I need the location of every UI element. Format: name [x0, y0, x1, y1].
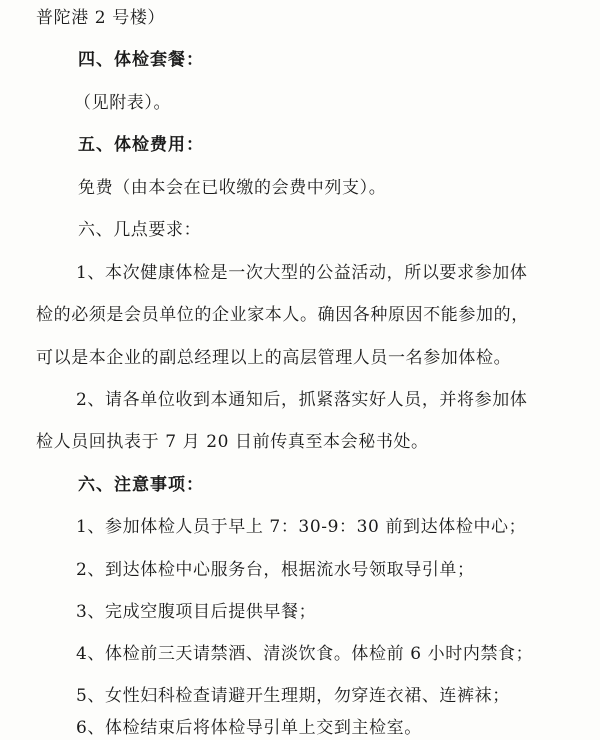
package-note: （见附表）。: [74, 93, 172, 113]
section-heading-package: 四、体检套餐：: [78, 50, 204, 70]
note-item-4: 4、体检前三天请禁酒、清淡饮食。体检前 6 小时内禁食；: [76, 644, 534, 664]
note-item-2: 2、到达体检中心服务台，根据流水号领取导引单；: [76, 560, 475, 580]
address-continuation: 普陀港 2 号楼）: [36, 8, 166, 28]
requirement-1-line-1: 1、本次健康体检是一次大型的公益活动，所以要求参加体: [76, 263, 528, 283]
note-item-3: 3、完成空腹项目后提供早餐；: [76, 602, 317, 622]
note-item-5: 5、女性妇科检查请避开生理期，勿穿连衣裙、连裤袜；: [76, 686, 510, 706]
fee-note: 免费（由本会在已收缴的会费中列支）。: [78, 178, 387, 198]
requirement-2-line-2: 检人员回执表于 7 月 20 日前传真至本会秘书处。: [36, 432, 429, 452]
section-heading-fee: 五、体检费用：: [78, 135, 204, 155]
note-item-1: 1、参加体检人员于早上 7：30-9：30 前到达体检中心；: [76, 517, 527, 537]
requirement-1-line-3: 可以是本企业的副总经理以上的高层管理人员一名参加体检。: [36, 348, 512, 368]
requirement-2-line-1: 2、请各单位收到本通知后，抓紧落实好人员，并将参加体: [76, 390, 528, 410]
section-heading-requirements: 六、几点要求：: [78, 220, 202, 240]
section-heading-notes: 六、注意事项：: [78, 475, 204, 495]
requirement-1-line-2: 检的必须是会员单位的企业家本人。确因各种原因不能参加的，: [36, 305, 529, 325]
note-item-6: 6、体检结束后将体检导引单上交到主检室。: [76, 718, 422, 738]
